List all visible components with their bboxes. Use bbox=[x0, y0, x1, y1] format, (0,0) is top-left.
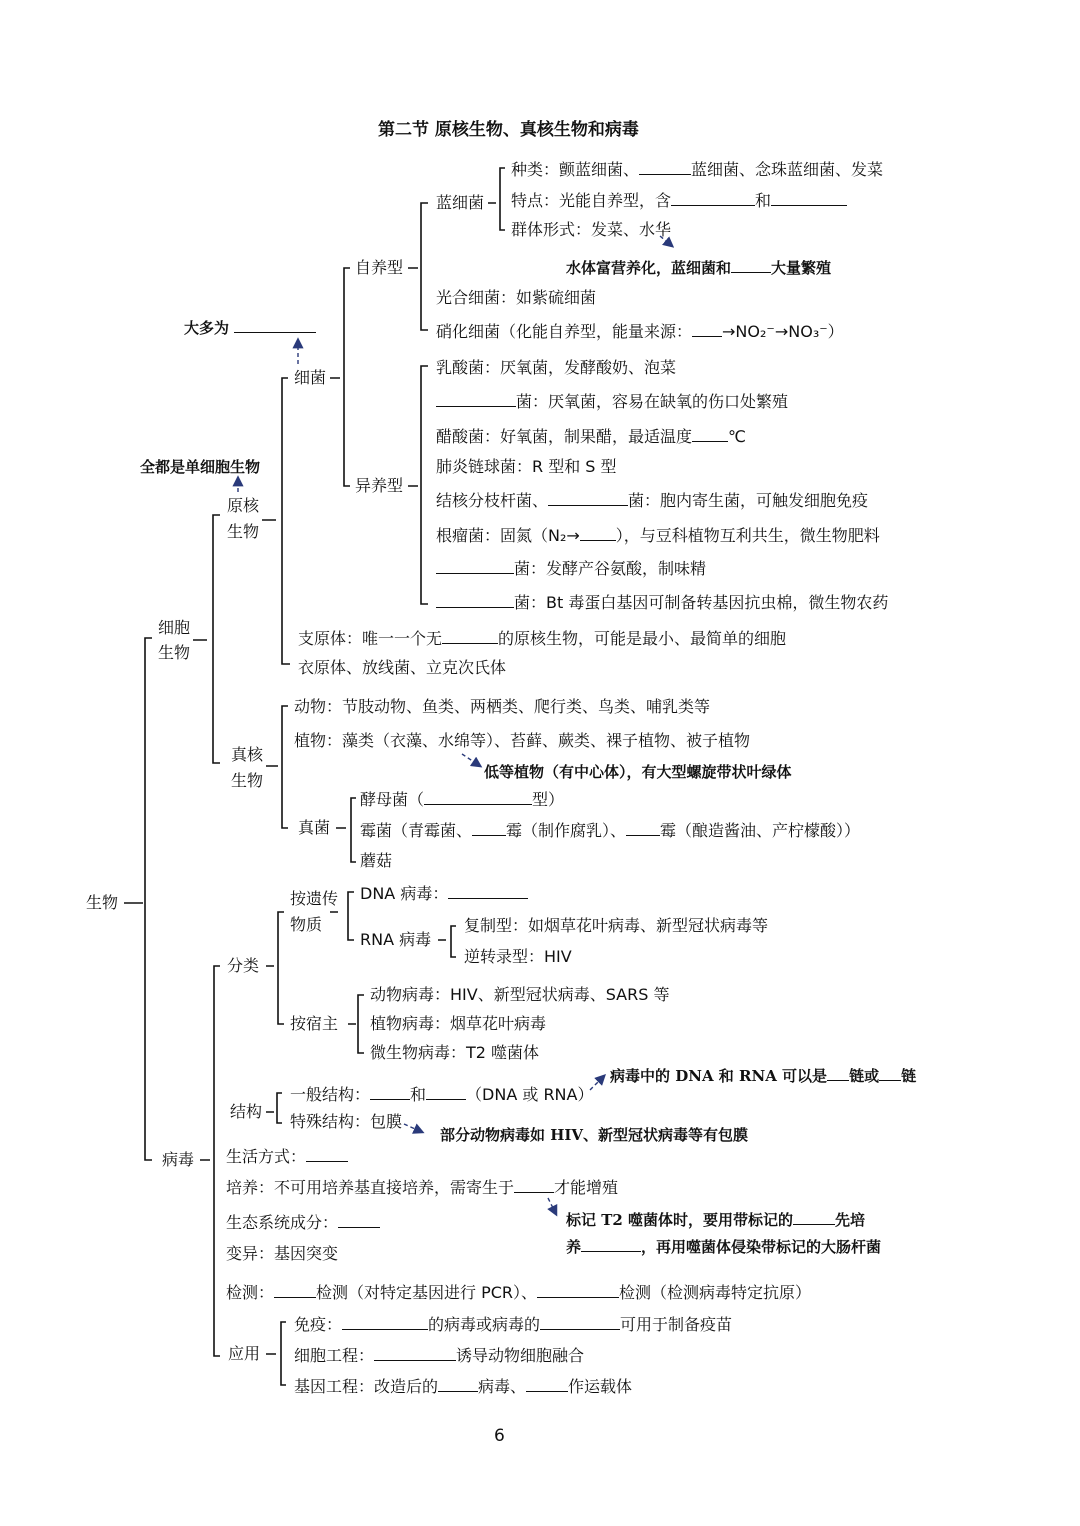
general-structure bbox=[290, 1085, 593, 1103]
text-segment: 支原体：唯一一个无 bbox=[298, 629, 443, 648]
heterotroph-label: 异养型 bbox=[355, 476, 404, 495]
note-t2-line1 bbox=[566, 1210, 865, 1228]
blank bbox=[234, 318, 316, 333]
fill-in-blank bbox=[338, 1213, 380, 1228]
text-segment: 水体富营养化，蓝细菌和 bbox=[566, 259, 732, 277]
note-eutrophication bbox=[566, 258, 831, 276]
microbe-virus: 微生物病毒：T2 噬菌体 bbox=[370, 1043, 540, 1062]
cell-organism-label-1: 细胞 bbox=[158, 618, 191, 637]
fill-in-blank bbox=[879, 1066, 901, 1081]
fill-in-blank bbox=[731, 258, 771, 273]
text-segment: 菌：厌氧菌，容易在缺氧的伤口处繁殖 bbox=[516, 392, 789, 411]
text-segment: 检测： bbox=[226, 1283, 275, 1302]
immunity bbox=[294, 1315, 732, 1333]
fill-in-blank bbox=[448, 884, 528, 899]
variation: 变异：基因突变 bbox=[226, 1244, 339, 1263]
animals: 动物：节肢动物、鱼类、两栖类、爬行类、鸟类、哺乳类等 bbox=[294, 697, 711, 716]
text-segment: 型） bbox=[532, 790, 565, 809]
by-host-label: 按宿主 bbox=[290, 1014, 339, 1033]
text-segment: ℃ bbox=[728, 427, 746, 446]
text-segment: 病毒中的 DNA 和 RNA 可以是 bbox=[610, 1067, 828, 1085]
autotroph-label: 自养型 bbox=[355, 258, 404, 277]
fill-in-blank bbox=[472, 821, 506, 836]
fill-in-blank bbox=[442, 629, 498, 644]
text-segment: 和 bbox=[410, 1085, 427, 1104]
text-segment: 的病毒或病毒的 bbox=[428, 1315, 541, 1334]
text-segment: 检测（检测病毒特定抗原） bbox=[619, 1283, 812, 1302]
eukaryote-label-1: 真核 bbox=[231, 745, 264, 764]
text-segment: 根瘤菌：固氮（N₂→ bbox=[436, 526, 580, 545]
text-segment: 霉（酿造酱油、产柠檬酸）） bbox=[660, 821, 861, 840]
culture bbox=[226, 1178, 618, 1196]
page-number: 6 bbox=[494, 1426, 505, 1446]
bacteria-label: 细菌 bbox=[294, 368, 327, 387]
text-segment: DNA 病毒： bbox=[360, 884, 449, 903]
text-segment: 病毒、 bbox=[478, 1377, 527, 1396]
fill-in-blank bbox=[671, 191, 755, 206]
text-segment: 蓝细菌、念珠蓝细菌、发菜 bbox=[691, 160, 884, 179]
lactic-bacteria: 乳酸菌：厌氧菌，发酵酸奶、泡菜 bbox=[436, 358, 677, 377]
text-segment: 养 bbox=[566, 1238, 582, 1256]
fill-in-blank bbox=[274, 1283, 316, 1298]
text-segment: 醋酸菌：好氧菌，制果醋，最适温度 bbox=[436, 427, 693, 446]
fill-in-blank bbox=[537, 1283, 619, 1298]
replicative-type: 复制型：如烟草花叶病毒、新型冠状病毒等 bbox=[464, 916, 769, 935]
pneumococcus: 肺炎链球菌：R 型和 S 型 bbox=[436, 457, 617, 476]
rna-virus-label: RNA 病毒 bbox=[360, 930, 432, 949]
anaerobic-bacteria bbox=[436, 392, 788, 410]
text-segment: 和 bbox=[755, 191, 772, 210]
text-segment: 才能增殖 bbox=[554, 1178, 619, 1197]
text-segment: ），与豆科植物互利共生，微生物肥料 bbox=[615, 526, 880, 545]
text-segment: 结核分枝杆菌、 bbox=[436, 491, 549, 510]
fill-in-blank bbox=[426, 1085, 466, 1100]
virus-label: 病毒 bbox=[162, 1150, 195, 1169]
fill-in-blank bbox=[306, 1147, 348, 1162]
text-segment: 链 bbox=[901, 1067, 917, 1085]
application-label: 应用 bbox=[228, 1344, 261, 1363]
text-segment: 大量繁殖 bbox=[771, 259, 832, 277]
mushroom: 蘑菇 bbox=[360, 851, 393, 870]
dna-virus bbox=[360, 884, 528, 902]
note-unicellular: 全都是单细胞生物 bbox=[140, 458, 261, 476]
fill-in-blank bbox=[771, 191, 847, 206]
cyano-colony: 群体形式：发菜、水华 bbox=[511, 220, 672, 239]
by-material-label-2: 物质 bbox=[290, 915, 323, 934]
text-segment: 链或 bbox=[849, 1067, 880, 1085]
note-envelope: 部分动物病毒如 HIV、新型冠状病毒等有包膜 bbox=[440, 1126, 749, 1144]
gene-engineering bbox=[294, 1377, 632, 1395]
text-segment: 特点：光能自养型，含 bbox=[511, 191, 672, 210]
mold bbox=[360, 821, 860, 839]
fungi-label: 真菌 bbox=[298, 818, 331, 837]
retro-type: 逆转录型：HIV bbox=[464, 947, 572, 966]
fill-in-blank bbox=[626, 821, 660, 836]
fill-in-blank bbox=[436, 593, 514, 608]
rhizobium bbox=[436, 526, 880, 544]
fill-in-blank bbox=[342, 1315, 428, 1330]
text-segment: 作运载体 bbox=[568, 1377, 633, 1396]
detection bbox=[226, 1283, 811, 1301]
text-segment: （DNA 或 RNA） bbox=[466, 1085, 594, 1104]
fill-in-blank bbox=[514, 1178, 554, 1193]
text-segment: 可用于制备疫苗 bbox=[620, 1315, 733, 1334]
acetic-bacteria bbox=[436, 427, 746, 445]
text-segment: 霉（制作腐乳）、 bbox=[506, 821, 627, 840]
special-structure: 特殊结构：包膜 bbox=[290, 1112, 403, 1131]
text-segment: 霉菌（青霉菌、 bbox=[360, 821, 473, 840]
text-segment: 标记 T2 噬菌体时，要用带标记的 bbox=[566, 1211, 794, 1229]
fill-in-blank bbox=[581, 1237, 641, 1252]
fill-in-blank bbox=[526, 1377, 568, 1392]
fill-in-blank bbox=[438, 1377, 478, 1392]
fill-in-blank bbox=[370, 1085, 410, 1100]
fill-in-blank bbox=[374, 1346, 456, 1361]
note-low-plant: 低等植物（有中心体），有大型螺旋带状叶绿体 bbox=[484, 763, 792, 781]
prokaryote-label-1: 原核 bbox=[227, 496, 260, 515]
cyanobacteria-label: 蓝细菌 bbox=[436, 193, 485, 212]
mycoplasma bbox=[298, 629, 786, 647]
by-material-label-1: 按遗传 bbox=[290, 889, 339, 908]
note-t2-line2 bbox=[566, 1237, 881, 1255]
text-segment: 硝化细菌（化能自养型，能量来源： bbox=[436, 322, 693, 341]
text-segment: ，再用噬菌体侵染带标记的大肠杆菌 bbox=[641, 1238, 882, 1256]
animal-virus: 动物病毒：HIV、新型冠状病毒、SARS 等 bbox=[370, 985, 670, 1004]
cell-engineering bbox=[294, 1346, 584, 1364]
text-segment: 菌：Bt 毒蛋白基因可制备转基因抗虫棉，微生物农药 bbox=[514, 593, 889, 612]
text-segment: 培养：不可用培养基直接培养，需寄生于 bbox=[226, 1178, 515, 1197]
plants: 植物：藻类（衣藻、水绵等）、苔藓、蕨类、裸子植物、被子植物 bbox=[294, 731, 751, 750]
fill-in-blank bbox=[639, 160, 691, 175]
fill-in-blank bbox=[436, 392, 516, 407]
fill-in-blank bbox=[692, 322, 722, 337]
text-segment: 先培 bbox=[835, 1211, 866, 1229]
chlamydia: 衣原体、放线菌、立克次氏体 bbox=[298, 658, 507, 677]
text-segment: 种类：颤蓝细菌、 bbox=[511, 160, 640, 179]
note-mostly bbox=[184, 318, 316, 336]
text-segment: 酵母菌（ bbox=[360, 790, 425, 809]
plant-virus: 植物病毒：烟草花叶病毒 bbox=[370, 1014, 547, 1033]
text-segment: 免疫： bbox=[294, 1315, 343, 1334]
root-label: 生物 bbox=[86, 893, 119, 912]
structure-label: 结构 bbox=[230, 1102, 263, 1121]
fill-in-blank bbox=[580, 526, 616, 541]
photosynthetic-bacteria: 光合细菌：如紫硫细菌 bbox=[436, 288, 597, 307]
fill-in-blank bbox=[793, 1210, 835, 1225]
bt-bacteria bbox=[436, 593, 888, 611]
text-segment: 检测（对特定基因进行 PCR）、 bbox=[316, 1283, 538, 1302]
tuberculosis-bacteria bbox=[436, 491, 868, 509]
classify-label: 分类 bbox=[227, 956, 260, 975]
fill-in-blank bbox=[827, 1066, 849, 1081]
yeast bbox=[360, 790, 564, 808]
lifestyle bbox=[226, 1147, 348, 1165]
note-virus-strand bbox=[610, 1066, 916, 1084]
text-segment: 菌：发酵产谷氨酸，制味精 bbox=[514, 559, 707, 578]
nitrifying-bacteria bbox=[436, 322, 844, 340]
text-segment: 基因工程：改造后的 bbox=[294, 1377, 439, 1396]
glutamic-bacteria bbox=[436, 559, 706, 577]
cyano-features bbox=[511, 191, 847, 209]
text-segment: 生活方式： bbox=[226, 1147, 307, 1166]
cell-organism-label-2: 生物 bbox=[158, 643, 191, 662]
text-segment: 诱导动物细胞融合 bbox=[456, 1346, 585, 1365]
fill-in-blank bbox=[548, 491, 628, 506]
page-title: 第二节 原核生物、真核生物和病毒 bbox=[378, 120, 639, 140]
fill-in-blank bbox=[424, 790, 532, 805]
text-segment: 细胞工程： bbox=[294, 1346, 375, 1365]
text-segment: 的原核生物，可能是最小、最简单的细胞 bbox=[498, 629, 787, 648]
fill-in-blank bbox=[692, 427, 728, 442]
cyano-kinds bbox=[511, 160, 883, 178]
fill-in-blank bbox=[540, 1315, 620, 1330]
text-segment: →NO₂⁻→NO₃⁻） bbox=[722, 322, 844, 341]
text-segment: 一般结构： bbox=[290, 1085, 371, 1104]
text-segment: 生态系统成分： bbox=[226, 1213, 339, 1232]
eukaryote-label-2: 生物 bbox=[231, 771, 264, 790]
fill-in-blank bbox=[436, 559, 514, 574]
ecosystem-component bbox=[226, 1213, 380, 1231]
text-segment: 大多为 bbox=[184, 319, 230, 337]
prokaryote-label-2: 生物 bbox=[227, 522, 260, 541]
text-segment: 菌：胞内寄生菌，可触发细胞免疫 bbox=[628, 491, 869, 510]
